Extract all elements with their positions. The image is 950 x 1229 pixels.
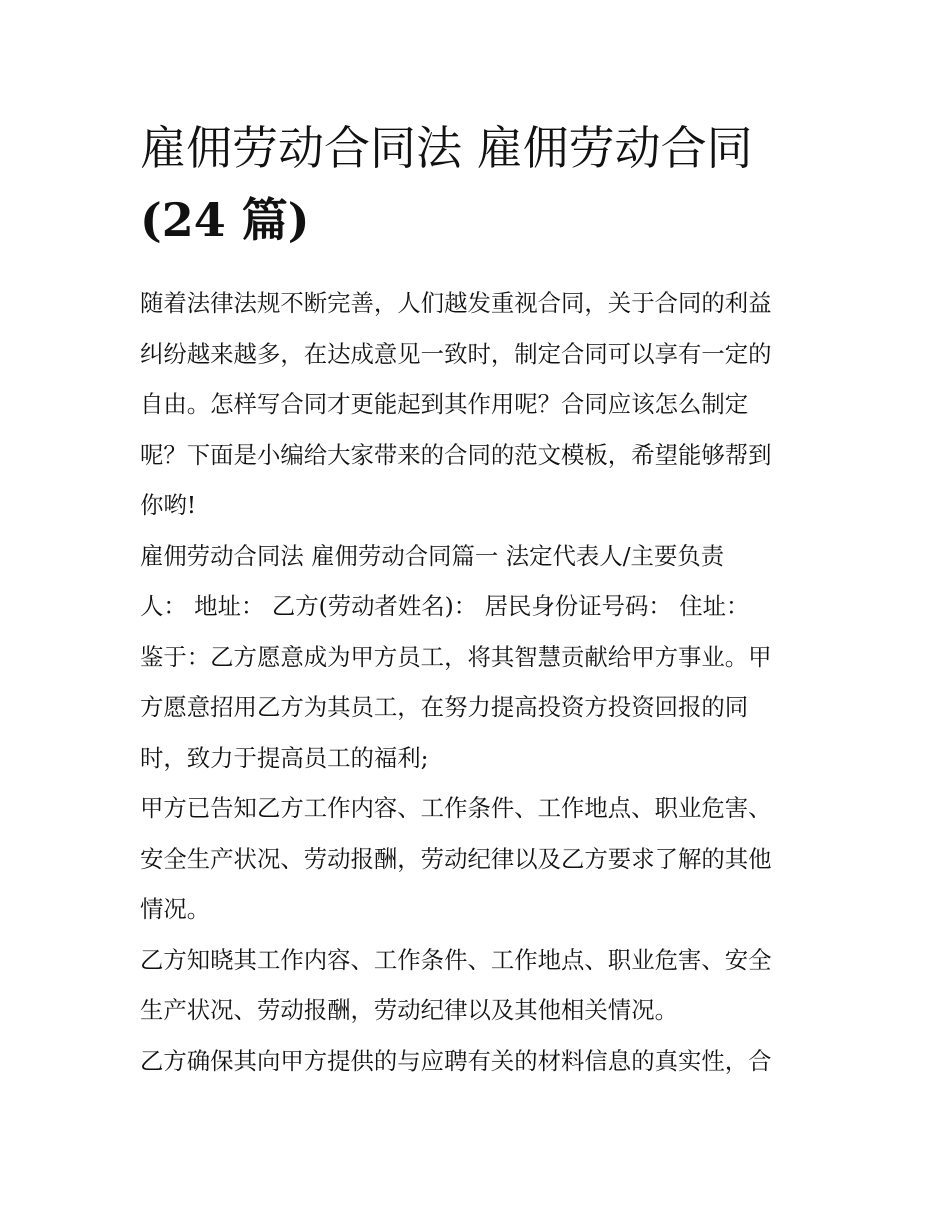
document-body bbox=[140, 278, 812, 1086]
body-line: 人： 地址： 乙方(劳动者姓名)： 居民身份证号码： 住址： bbox=[140, 592, 750, 620]
body-line: 雇佣劳动合同法 雇佣劳动合同篇一 法定代表人/主要负责 bbox=[140, 541, 725, 570]
title-line-2: (24 篇) bbox=[140, 193, 310, 247]
body-line: 时，致力于提高员工的福利; bbox=[140, 743, 429, 772]
body-line: 甲方已告知乙方工作内容、工作条件、工作地点、职业危害、 bbox=[140, 794, 772, 822]
body-line: 鉴于：乙方愿意成为甲方员工，将其智慧贡献给甲方事业。甲 bbox=[140, 642, 772, 671]
body-line: 乙方知晓其工作内容、工作条件、工作地点、职业危害、安全 bbox=[140, 945, 772, 974]
body-line: 乙方确保其向甲方提供的与应聘有关的材料信息的真实性，合 bbox=[140, 1046, 772, 1075]
document-page bbox=[140, 112, 812, 1086]
body-line: 方愿意招用乙方为其员工，在努力提高投资方投资回报的同 bbox=[140, 693, 749, 721]
body-line: 呢？下面是小编给大家带来的合同的范文模板，希望能够帮到 bbox=[140, 440, 772, 469]
body-line: 生产状况、劳动报酬，劳动纪律以及其他相关情况。 bbox=[140, 996, 678, 1024]
body-line: 你哟! bbox=[140, 491, 197, 519]
document-title bbox=[140, 112, 812, 256]
body-line: 安全生产状况、劳动报酬，劳动纪律以及乙方要求了解的其他 bbox=[140, 844, 772, 873]
body-line: 纠纷越来越多，在达成意见一致时，制定合同可以享有一定的 bbox=[140, 339, 772, 368]
body-line: 情况。 bbox=[140, 895, 211, 923]
body-line: 自由。怎样写合同才更能起到其作用呢？合同应该怎么制定 bbox=[140, 390, 749, 418]
title-line-1: 雇佣劳动合同法 雇佣劳动合同 bbox=[140, 121, 753, 175]
body-line: 随着法律法规不断完善，人们越发重视合同，关于合同的利益 bbox=[140, 289, 772, 317]
